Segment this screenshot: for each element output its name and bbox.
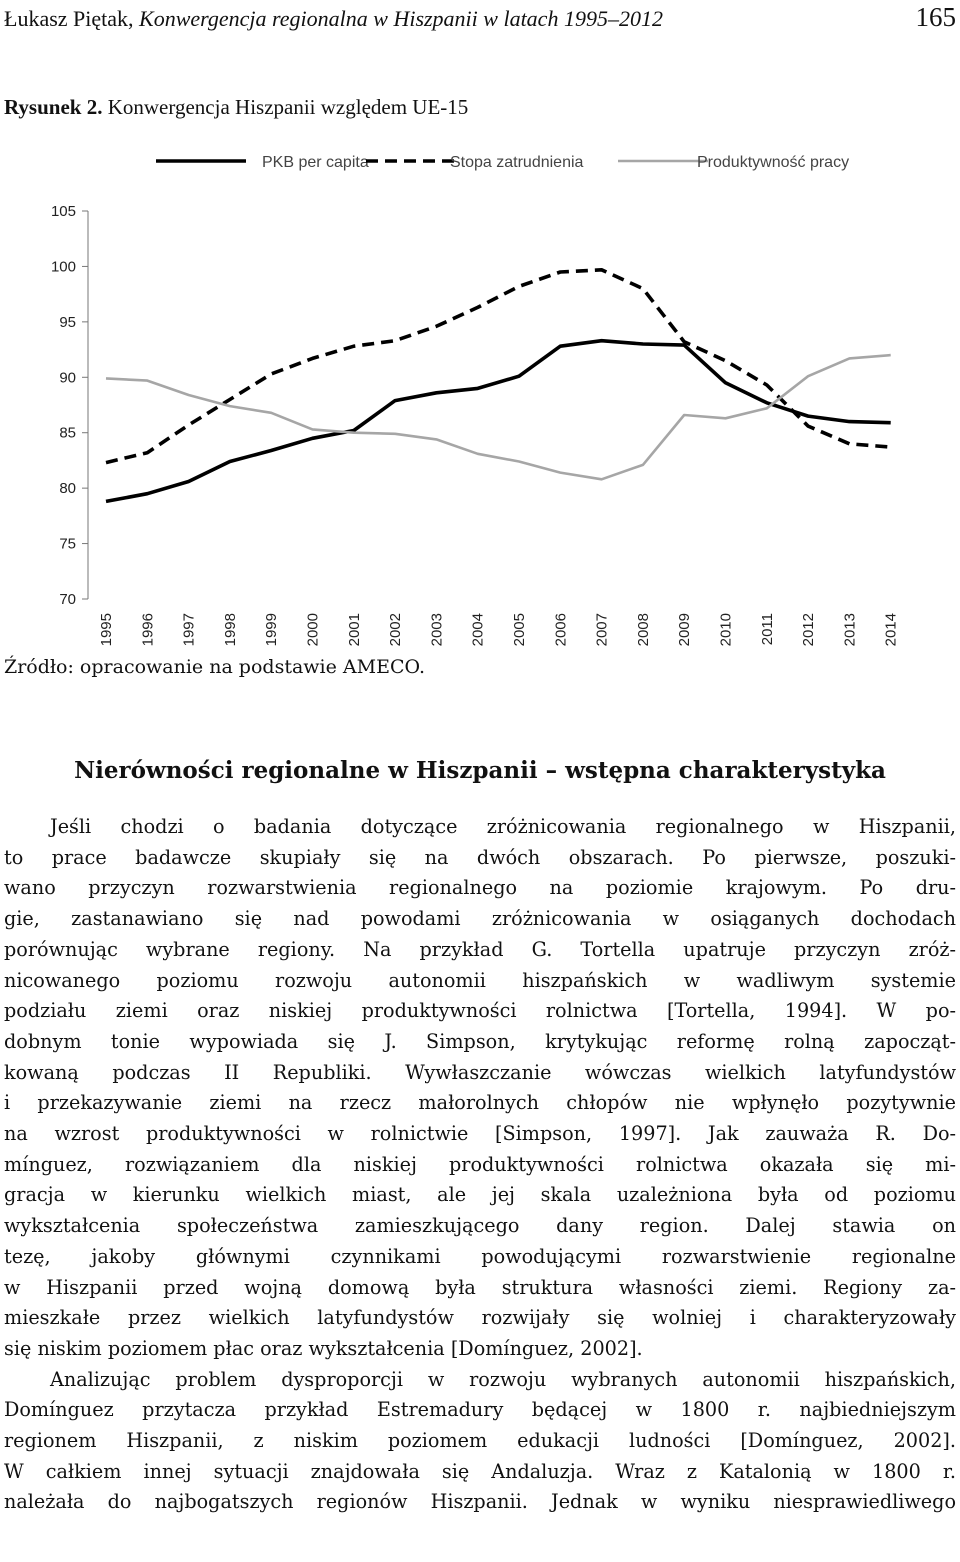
figure-label: Rysunek 2. xyxy=(4,95,103,119)
header-article-title: Konwergencja regionalna w Hiszpanii w latach 1995–2012 xyxy=(139,6,663,31)
running-header xyxy=(4,0,956,40)
body-text-line: należała do najbogatszych regionów Hiszpanii. Jednak w wyniku niesprawiedliwego xyxy=(4,1490,956,1514)
legend-label: Produktywność pracy xyxy=(697,154,850,171)
body-text-line: w Hiszpanii przed wojną domową była struktura własności ziemi. Regiony za- xyxy=(4,1275,956,1299)
body-text-line: wano przyczyn rozwarstwienia regionalnego na poziomie krajowym. Po dru- xyxy=(4,876,956,900)
body-text-line: tezę, jakoby głównymi czynnikami powodującymi rozwarstwienie regionalne xyxy=(4,1244,956,1268)
x-tick-label: 2011 xyxy=(758,613,776,646)
body-text-line: mínguez, rozwiązaniem dla niskiej produktywności rolnictwa okazała się mi- xyxy=(4,1152,956,1176)
body-text-line: mieszkałe przez wielkich latyfundystów rozwijały się wolniej i charakteryzowały xyxy=(4,1306,956,1330)
x-tick-label: 1999 xyxy=(263,613,281,647)
x-tick-label: 1998 xyxy=(221,613,239,647)
body-text-line: porównując wybrane regiony. Na przykład G. Tortella upatruje przyczyn zróż- xyxy=(4,937,956,961)
x-tick-label: 2009 xyxy=(676,613,694,647)
body-text-line: podziału ziemi oraz niskiej produktywności rolnictwa [Tortella, 1994]. W po- xyxy=(4,999,956,1023)
y-tick-label: 75 xyxy=(59,535,76,553)
body-text xyxy=(4,812,956,1518)
body-text-line: kowaną podczas II Republiki. Wywłaszczanie wówczas wielkich latyfundystów xyxy=(4,1060,956,1084)
figure-source-note: Źródło: opracowanie na podstawie AMECO. xyxy=(4,656,425,678)
body-text-line: to prace badawcze skupiały się na dwóch obszarach. Po pierwsze, poszuki- xyxy=(4,845,956,869)
x-tick-label: 2005 xyxy=(511,613,528,647)
chart-axes xyxy=(51,203,900,646)
x-tick-label: 2000 xyxy=(304,613,322,647)
header-author: Łukasz Piętak, xyxy=(4,6,134,31)
x-tick-label: 1996 xyxy=(139,613,157,647)
x-tick-label: 2013 xyxy=(841,613,859,647)
series-line-pkb-per-capita xyxy=(106,341,891,502)
x-tick-label: 2004 xyxy=(469,613,487,647)
chart-series xyxy=(106,270,891,502)
x-tick-label: 2012 xyxy=(800,613,818,647)
x-tick-label: 2006 xyxy=(552,613,570,647)
body-text-line: W całkiem innej sytuacji znajdowała się Andaluzja. Wraz z Katalonią w 1800 r. xyxy=(4,1459,956,1483)
body-text-line: i przekazywanie ziemi na rzecz małorolnych chłopów nie wpłynęło pozytywnie xyxy=(4,1091,956,1115)
x-tick-label: 2014 xyxy=(882,613,900,647)
body-text-line: Jeśli chodzi o badania dotyczące zróżnicowania regionalnego w Hiszpanii, xyxy=(50,815,956,838)
figure-title: Konwergencja Hiszpanii względem UE-15 xyxy=(107,95,469,119)
y-tick-label: 95 xyxy=(59,313,76,331)
x-tick-label: 2007 xyxy=(593,613,611,647)
x-tick-label: 2003 xyxy=(428,613,446,647)
x-tick-label: 1997 xyxy=(180,613,198,647)
legend-label: Stopa zatrudnienia xyxy=(450,154,584,171)
body-text-line: gie, zastanawiano się nad powodami zróżnicowania w osiąganych dochodach xyxy=(4,907,956,931)
y-tick-label: 105 xyxy=(50,203,76,220)
page-number: 165 xyxy=(915,2,956,32)
body-text-line: wykształcenia społeczeństwa zamieszkującego dany region. Dalej stawia on xyxy=(4,1214,956,1238)
legend-label: PKB per capita xyxy=(262,154,369,171)
body-text-line: Analizując problem dysproporcji w rozwoju wybranych autonomii hiszpańskich, xyxy=(50,1367,956,1391)
x-tick-label: 2010 xyxy=(717,613,735,647)
y-tick-label: 100 xyxy=(50,258,76,276)
x-tick-label: 1995 xyxy=(98,613,115,647)
body-text-line: gracja w kierunku wielkich miast, ale jej skala uzależniona była od poziomu xyxy=(4,1183,956,1207)
x-tick-label: 2001 xyxy=(345,613,363,647)
line-chart xyxy=(0,140,960,650)
body-text-line: regionem Hiszpanii, z niskim poziomem edukacji ludności [Domínguez, 2002]. xyxy=(4,1429,956,1453)
body-text-line: dobnym tonie wypowiada się J. Simpson, krytykując reformę rolną zapocząt- xyxy=(4,1029,956,1053)
body-text-line: nicowanego poziomu rozwoju autonomii hiszpańskich w wadliwym systemie xyxy=(4,968,956,992)
chart-legend xyxy=(156,154,849,171)
y-tick-label: 80 xyxy=(59,480,76,498)
figure-caption xyxy=(4,95,468,120)
x-tick-label: 2002 xyxy=(387,613,405,647)
body-text-line: na wzrost produktywności w rolnictwie [Simpson, 1997]. Jak zauważa R. Do- xyxy=(4,1122,956,1146)
series-line-produktywno-pracy xyxy=(106,355,891,479)
body-text-line: się niskim poziomem płac oraz wykształcenia [Domínguez, 2002]. xyxy=(4,1336,643,1360)
series-line-stopa-zatrudnienia xyxy=(106,270,891,463)
y-tick-label: 90 xyxy=(59,369,76,387)
y-tick-label: 70 xyxy=(59,591,76,608)
body-text-line: Domínguez przytacza przykład Estremadury będącej w 1800 r. najbiedniejszym xyxy=(4,1398,956,1422)
y-tick-label: 85 xyxy=(59,424,76,442)
running-header-citation xyxy=(4,6,663,32)
section-heading: Nierówności regionalne w Hiszpanii – wstępna charakterystyka xyxy=(74,757,886,784)
x-tick-label: 2008 xyxy=(634,613,652,647)
